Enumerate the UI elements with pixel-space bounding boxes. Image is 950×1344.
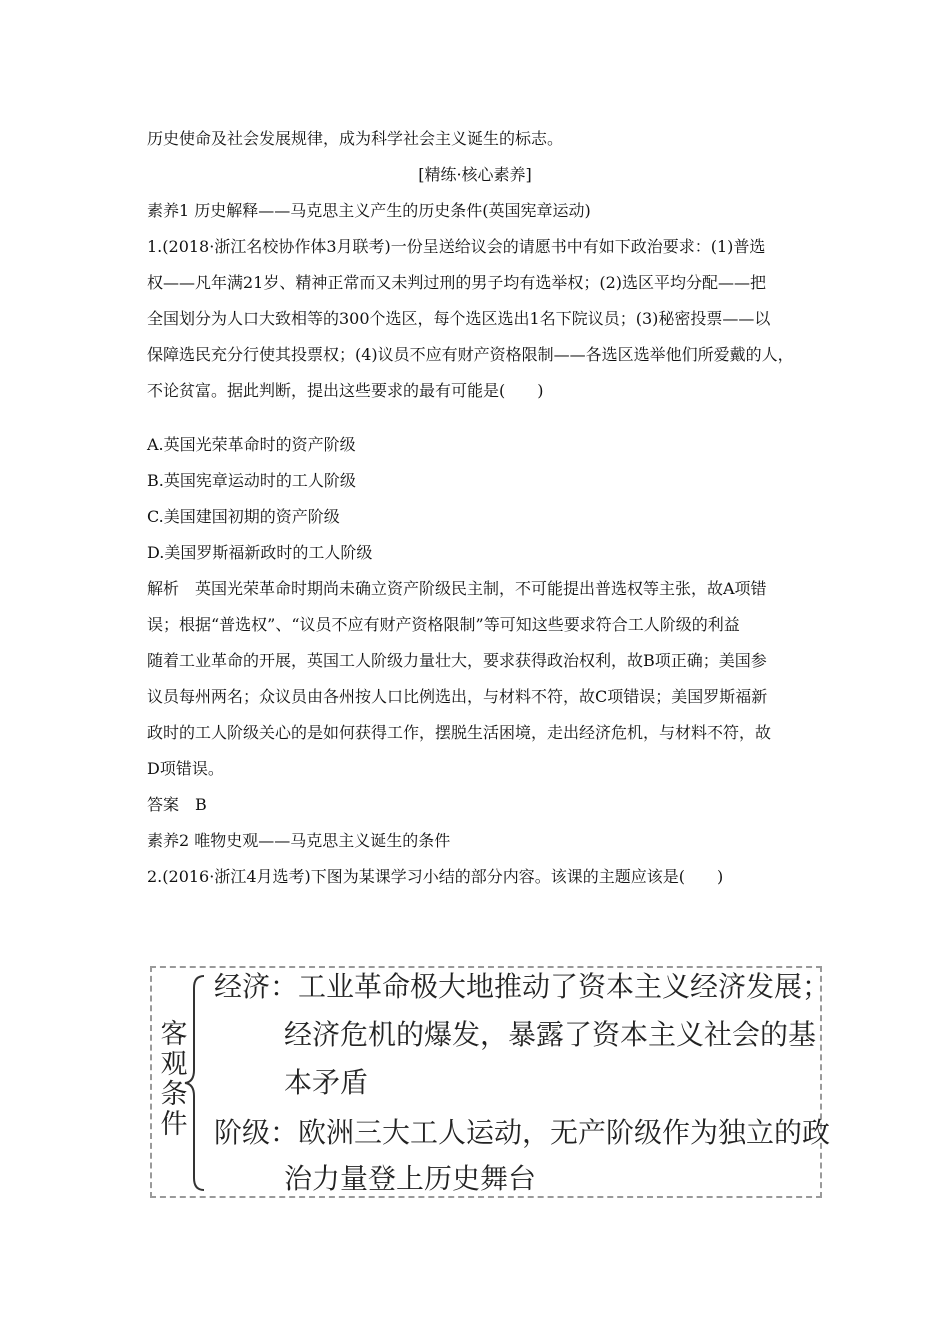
option-c: C.美国建国初期的资产阶级 [147, 507, 340, 526]
option-d: D.美国罗斯福新政时的工人阶级 [147, 543, 373, 562]
analysis-line: 随着工业革命的开展，英国工人阶级力量壮大，要求获得政治权利，故B项正确；美国参 [147, 651, 767, 670]
analysis-line: 政时的工人阶级关心的是如何获得工作，摆脱生活困境，走出经济危机，与材料不符，故 [147, 723, 772, 742]
suyang2-heading: 素养2 唯物史观——马克思主义诞生的条件 [147, 831, 451, 850]
curly-brace [182, 972, 208, 1194]
figure-line: 治力量登上历史舞台 [284, 1162, 537, 1195]
analysis-line: 解析 英国光荣革命时期尚未确立资产阶级民主制，不可能提出普选权等主张，故A项错 [147, 579, 767, 598]
analysis-line: 误；根据“普选权”、“议员不应有财产资格限制”等可知这些要求符合工人阶级的利益 [147, 615, 740, 634]
figure-line-class: 阶级：欧洲三大工人运动，无产阶级作为独立的政 [214, 1116, 831, 1149]
question-1-line: 全国划分为人口大致相等的300个选区，每个选区选出1名下院议员；(3)秘密投票——以 [147, 309, 771, 328]
option-b: B.英国宪章运动时的工人阶级 [147, 471, 356, 490]
figure-line: 本矛盾 [284, 1066, 369, 1099]
figure-line: 经济危机的爆发，暴露了资本主义社会的基 [284, 1018, 817, 1051]
analysis-line: 议员每州两名；众议员由各州按人口比例选出，与材料不符，故C项错误；美国罗斯福新 [147, 687, 768, 706]
summary-figure [150, 966, 831, 1198]
suyang1-heading: 素养1 历史解释——马克思主义产生的历史条件(英国宪章运动) [147, 201, 591, 220]
question-1-line: 保障选民充分行使其投票权；(4)议员不应有财产资格限制——各选区选举他们所爱戴的人， [147, 345, 794, 364]
question-1-line: 权——凡年满21岁、精神正常而又未判过刑的男子均有选举权；(2)选区平均分配——把 [147, 273, 767, 292]
intro-line: 历史使命及社会发展规律，成为科学社会主义诞生的标志。 [147, 129, 564, 148]
question-1-line: 不论贫富。据此判断，提出这些要求的最有可能是( ) [147, 381, 544, 400]
figure-side-label: 客观条件 [160, 1019, 188, 1140]
analysis-line: D项错误。 [147, 759, 224, 778]
figure-line-economy: 经济：工业革命极大地推动了资本主义经济发展； [214, 970, 831, 1003]
option-a: A.英国光荣革命时的资产阶级 [147, 435, 356, 454]
question-1-line: 1.(2018·浙江名校协作体3月联考)一份呈送给议会的请愿书中有如下政治要求：(1)普选 [147, 237, 766, 256]
question-2: 2.(2016·浙江4月选考)下图为某课学习小结的部分内容。该课的主题应该是( ) [147, 867, 724, 886]
answer-1: 答案 B [147, 795, 207, 814]
section-title: [精练·核心素养] [418, 165, 532, 184]
